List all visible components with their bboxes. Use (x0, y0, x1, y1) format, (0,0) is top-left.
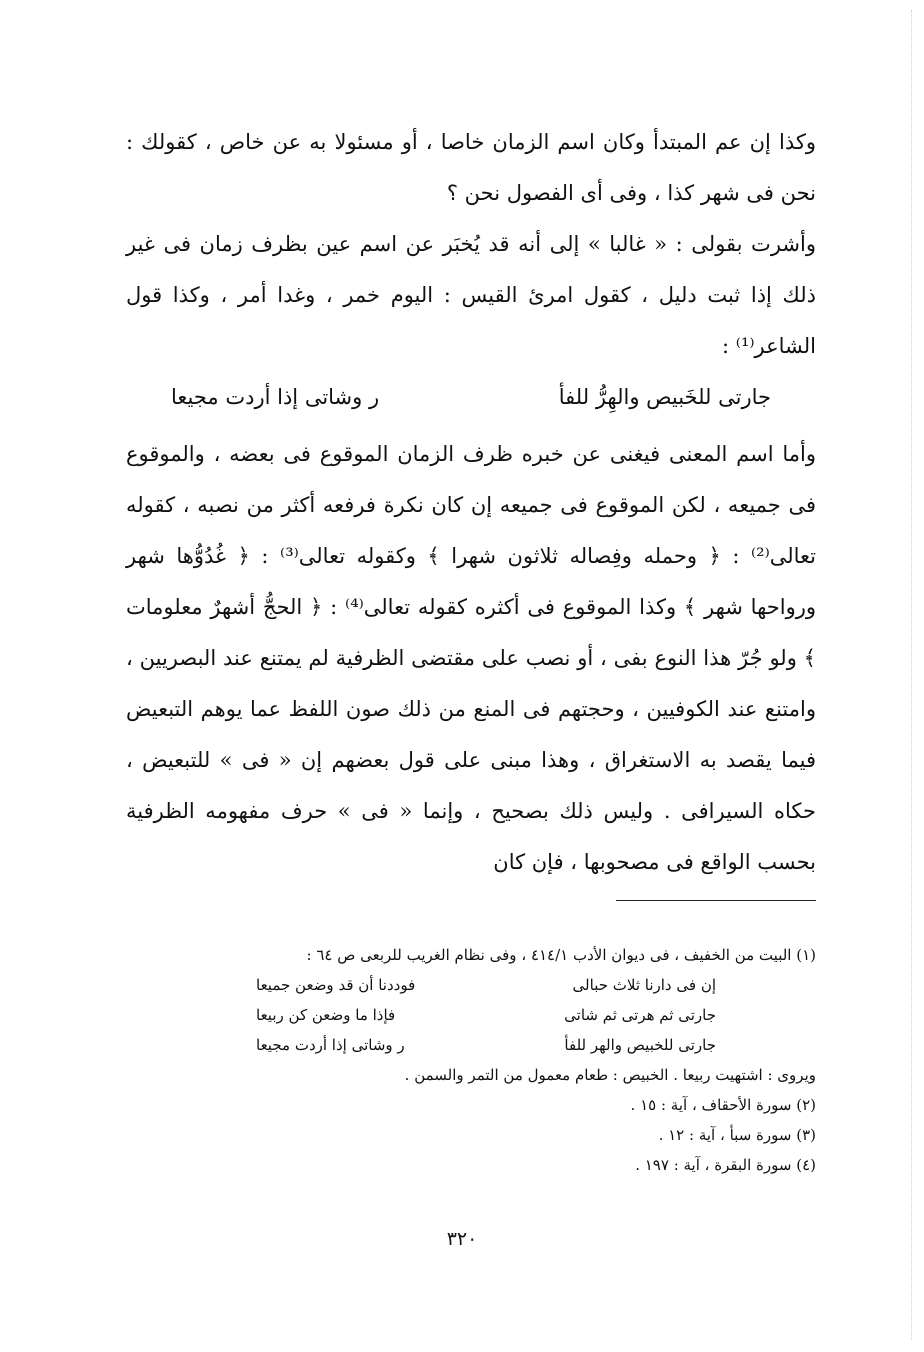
footnote-verse-second: فوددنا أن قد وضعن جميعا (256, 976, 416, 994)
footnote-verse-second: ر وشاتى إذا أردت مجيعا (256, 1036, 405, 1054)
verse-first-hemistich: جارتى للخَبيص والهِرُّ للفأ (558, 385, 771, 409)
footnote-verse-line (256, 1000, 716, 1030)
footnotes (126, 940, 816, 1180)
footnote-2: (٢) سورة الأحقاف ، آية : ١٥ . (630, 1096, 816, 1114)
paragraph-3: وأما اسم المعنى فيغنى عن خبره ظرف الزمان الموقوع فى بعضه ، والموقوع فى جميعه ، لكن الموقوع فى جميعه إن كان نكرة فرفعه أكثر من نصبه ، كقوله تعالى⁽²⁾ : ﴿ وحمله وفِصاله ثلاثون شهرا ﴾ وكقوله تعالى⁽³⁾ : ﴿ غُدُوُّها شهر ورواحها شهر ﴾ وكذا الموقوع فى أكثره كقوله تعالى⁽⁴⁾ : ﴿ الحجُّ أشهرٌ معلومات ﴾ ولو جُرّ هذا النوع بفى ، أو نصب على مقتضى الظرفية لم يمتنع عند البصريين ، وامتنع عند الكوفيين ، وحجتهم فى المنع من ذلك صون اللفظ عما يوهم التبعيض فيما يقصد به الاستغراق ، وهذا مبنى على قول بعضهم إن « فى » للتبعيض ، حكاه السيرافى . وليس ذلك بصحيح ، وإنما « فى » حرف مفهومه الظرفية بحسب الواقع فى مصحوبها ، فإن كان (126, 442, 816, 874)
footnote-1: (١) البيت من الخفيف ، فى ديوان الأدب ٤١٤/١ ، وفى نظام الغريب للربعى ص ٦٤ : (306, 946, 816, 964)
footnote-verses (256, 970, 716, 1060)
poetry-verse (171, 372, 771, 423)
footnote-verse-line (256, 1030, 716, 1060)
footnote-verse-first: إن فى دارنا ثلاث حبالى (572, 976, 716, 994)
main-text (126, 117, 816, 888)
verse-second-hemistich: ر وشاتى إذا أردت مجيعا (171, 385, 380, 409)
page-number: ٣٢٠ (446, 1228, 478, 1250)
footnote-1-note: ويروى : اشتهيت ربيعا . الخبيص : طعام معمول من التمر والسمن . (404, 1066, 816, 1084)
footnote-verse-second: فإذا ما وضعن كن ربيعا (256, 1006, 396, 1024)
footnote-verse-line (256, 970, 716, 1000)
footnote-verse-first: جارتى للخبيص والهر للفأ (564, 1036, 716, 1054)
footnote-3: (٣) سورة سبأ ، آية : ١٢ . (658, 1126, 816, 1144)
footnote-separator (616, 900, 816, 901)
paragraph-1: وكذا إن عم المبتدأ وكان اسم الزمان خاصا ، أو مسئولا به عن خاص ، كقولك : نحن فى شهر كذا ، وفى أى الفصول نحن ؟ (126, 130, 816, 205)
footnote-4: (٤) سورة البقرة ، آية : ١٩٧ . (635, 1156, 816, 1174)
paragraph-2: وأشرت بقولى : « غالبا » إلى أنه قد يُخبَر عن اسم عين بظرف زمان فى غير ذلك إذا ثبت دليل ، كقول امرئ القيس : اليوم خمر ، وغدا أمر ، وكذا قول الشاعر⁽¹⁾ : (126, 232, 816, 358)
footnote-verse-first: جارتى ثم هرتى ثم شاتى (564, 1006, 716, 1024)
